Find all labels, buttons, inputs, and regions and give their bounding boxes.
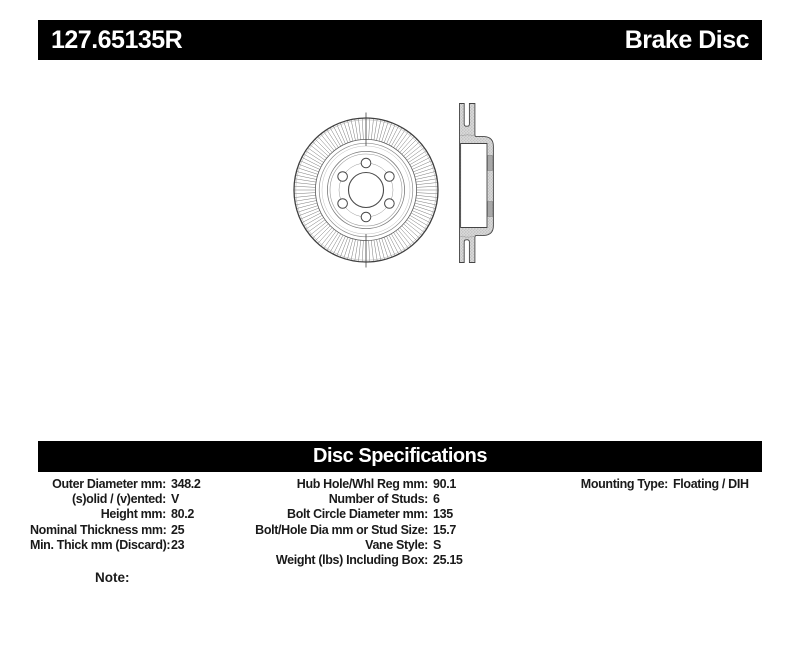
spec-title: Disc Specifications — [313, 445, 487, 467]
spec-value: 25 — [171, 522, 185, 537]
spec-value: 348.2 — [171, 476, 201, 491]
spec-row — [250, 476, 463, 491]
spec-column-center — [250, 476, 463, 568]
spec-row — [30, 491, 201, 506]
spec-label: Hub Hole/Whl Reg mm: — [296, 476, 428, 491]
spec-row — [250, 507, 463, 522]
spec-row — [250, 537, 463, 552]
spec-value: 6 — [433, 491, 440, 506]
part-number: 127.65135R — [51, 25, 183, 54]
spec-label: Bolt Circle Diameter mm: — [287, 507, 428, 522]
spec-label: Height mm: — [100, 507, 166, 522]
spec-value: 135 — [433, 507, 453, 522]
stud-hole-section-mark — [488, 202, 493, 217]
spec-row — [540, 476, 749, 491]
spec-value: 90.1 — [433, 476, 456, 491]
spec-row — [30, 537, 201, 552]
stud-hole-section-mark — [488, 156, 493, 171]
spec-label: Min. Thick mm (Discard): — [30, 537, 171, 552]
spec-label: Vane Style: — [365, 537, 428, 552]
spec-value: Floating / DIH — [673, 476, 749, 491]
spec-label: Mounting Type: — [580, 476, 668, 491]
spec-row — [30, 507, 201, 522]
spec-row — [250, 491, 463, 506]
spec-row — [250, 552, 463, 567]
brake-disc-front-view — [294, 113, 438, 268]
spec-value: 25.15 — [433, 553, 463, 568]
spec-title-bar — [38, 441, 762, 472]
spec-label: Bolt/Hole Dia mm or Stud Size: — [255, 522, 428, 537]
spec-label: Number of Studs: — [328, 491, 428, 506]
spec-label: Outer Diameter mm: — [52, 476, 166, 491]
spec-value: 23 — [171, 537, 185, 552]
spec-label: Weight (lbs) Including Box: — [275, 553, 428, 568]
spec-row — [250, 522, 463, 537]
brake-disc-technical-drawing — [280, 95, 510, 275]
spec-label: Nominal Thickness mm: — [30, 522, 167, 537]
brake-disc-cross-section-view — [460, 104, 494, 263]
spec-label: (s)olid / (v)ented: — [71, 491, 166, 506]
product-type-title: Brake Disc — [624, 25, 749, 54]
spec-row — [30, 476, 201, 491]
spec-row — [30, 522, 201, 537]
spec-value: V — [171, 491, 179, 506]
spec-column-right — [540, 476, 749, 491]
spec-value: S — [433, 537, 441, 552]
note-label: Note: — [95, 570, 130, 585]
spec-column-left — [30, 476, 201, 552]
spec-value: 80.2 — [171, 507, 194, 522]
header-bar — [38, 20, 762, 60]
spec-value: 15.7 — [433, 522, 456, 537]
